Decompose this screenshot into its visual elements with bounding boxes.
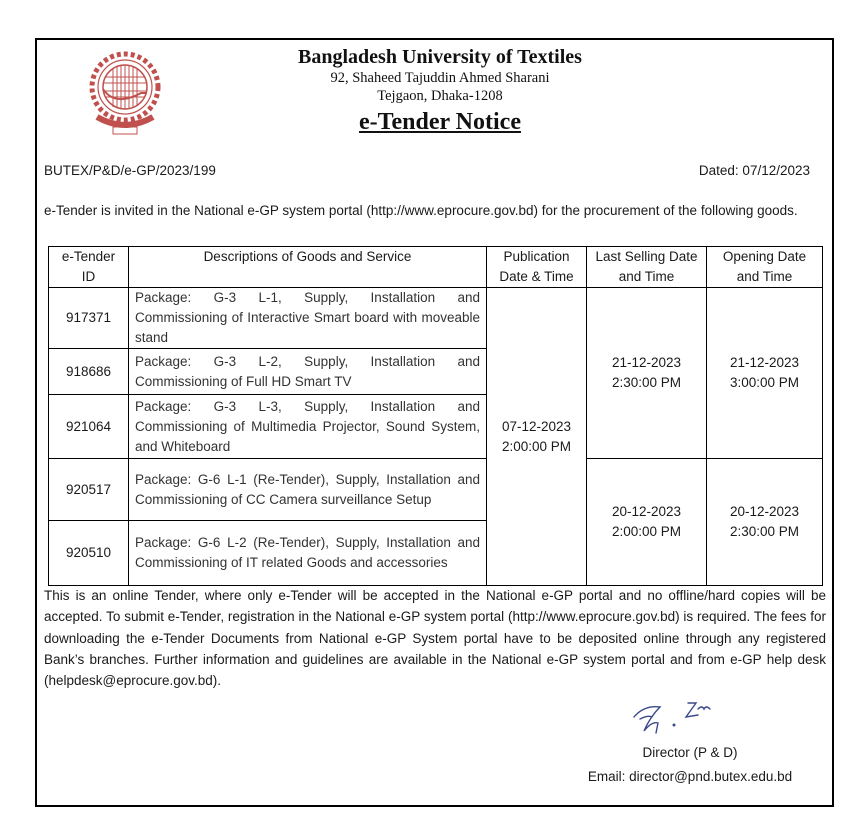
last-selling-date: 20-12-2023: [611, 504, 682, 519]
signatory-email: Email: director@pnd.butex.edu.bd: [587, 769, 793, 784]
last-selling-datetime: [587, 459, 707, 586]
opening-datetime: [707, 288, 823, 459]
tender-description: Package: G-3 L-1, Supply, Installation and Commissioning of Interactive Smart board with moveable stand: [129, 288, 487, 349]
tender-description: Package: G-6 L-1 (Re-Tender), Supply, Installation and Commissioning of CC Camera surveillance Setup: [129, 459, 487, 521]
letterhead: [240, 45, 640, 136]
tender-id: 920510: [49, 521, 129, 586]
notice-date: Dated: 07/12/2023: [698, 163, 810, 178]
tender-description: Package: G-3 L-3, Supply, Installation and Commissioning of Multimedia Projector, Sound System, and Whiteboard: [129, 395, 487, 459]
last-selling-time: 2:00:00 PM: [611, 524, 682, 539]
address-line-2: Tejgaon, Dhaka-1208: [377, 88, 503, 104]
tender-table: [48, 246, 823, 586]
column-header-opening: Opening Date and Time: [707, 247, 823, 288]
last-selling-time: 2:30:00 PM: [611, 375, 682, 390]
tender-id: 918686: [49, 349, 129, 395]
notice-title: e-Tender Notice: [359, 109, 521, 135]
last-selling-datetime: [587, 288, 707, 459]
signatory-block: [575, 741, 805, 789]
last-selling-date: 21-12-2023: [611, 355, 682, 370]
memo-number: BUTEX/P&D/e-GP/2023/199: [44, 163, 216, 178]
opening-date: 21-12-2023: [729, 355, 800, 370]
publication-time: 2:00:00 PM: [501, 438, 572, 454]
tender-id: 917371: [49, 288, 129, 349]
handwritten-signature-icon: [630, 695, 750, 740]
opening-date: 20-12-2023: [729, 504, 800, 519]
table-row: [49, 288, 823, 349]
opening-time: 2:30:00 PM: [729, 524, 800, 539]
address-line-1: 92, Shaheed Tajuddin Ahmed Sharani: [330, 70, 550, 86]
column-header-tender-id: e-Tender ID: [49, 247, 129, 288]
tender-id: 921064: [49, 395, 129, 459]
intro-paragraph: e-Tender is invited in the National e-GP system portal (http://www.eprocure.gov.bd) for the procurement of the following goods.: [44, 203, 798, 218]
publication-date: 07-12-2023: [501, 418, 572, 434]
column-header-last-selling: Last Selling Date and Time: [587, 247, 707, 288]
signatory-title: Director (P & D): [642, 745, 738, 760]
university-name: Bangladesh University of Textiles: [298, 46, 582, 68]
table-row: [49, 459, 823, 521]
opening-time: 3:00:00 PM: [729, 375, 800, 390]
table-header-row: [49, 247, 823, 288]
tender-description: Package: G-6 L-2 (Re-Tender), Supply, Installation and Commissioning of IT related Goods and accessories: [129, 521, 487, 586]
publication-datetime: [487, 288, 587, 586]
column-header-description: Descriptions of Goods and Service: [129, 247, 487, 288]
terms-paragraph: This is an online Tender, where only e-Tender will be accepted in the National e-GP portal and no offline/hard copies will be accepted. To submit e-Tender, registration in the National e-GP system portal (http://www.eprocure.gov.bd) is required. The fees for downloading the e-Tender Documents from National e-GP System portal have to be deposited online through any registered Bank’s branches. Further information and guidelines are available in the National e-GP system portal and from e-GP help desk (helpdesk@eprocure.gov.bd).: [44, 588, 826, 689]
column-header-publication: Publication Date & Time: [487, 247, 587, 288]
tender-id: 920517: [49, 459, 129, 521]
tender-description: Package: G-3 L-2, Supply, Installation and Commissioning of Full HD Smart TV: [129, 349, 487, 395]
university-seal-logo-icon: [75, 45, 175, 145]
opening-datetime: [707, 459, 823, 586]
